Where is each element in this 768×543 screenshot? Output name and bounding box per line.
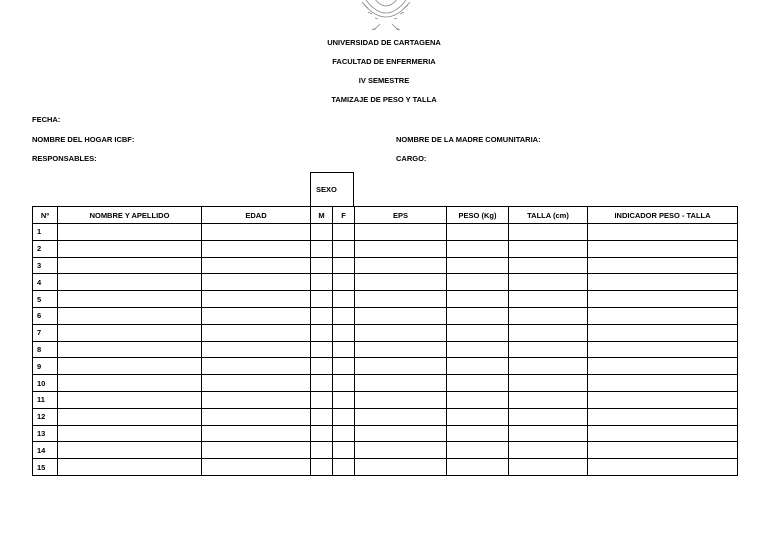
sexo-m-cell[interactable] — [311, 307, 333, 324]
col-edad: EDAD — [202, 207, 311, 224]
indicador-cell[interactable] — [588, 459, 738, 476]
row-number: 10 — [33, 375, 58, 392]
table-row — [33, 324, 738, 341]
table-row — [33, 425, 738, 442]
nombre-cell[interactable] — [58, 391, 202, 408]
sexo-m-cell[interactable] — [311, 425, 333, 442]
nombre-cell[interactable] — [58, 224, 202, 241]
peso-cell[interactable] — [447, 459, 509, 476]
faculty-name: FACULTAD DE ENFERMERIA — [332, 57, 436, 66]
edad-cell[interactable] — [202, 240, 311, 257]
indicador-cell[interactable] — [588, 442, 738, 459]
edad-cell[interactable] — [202, 291, 311, 308]
indicador-cell[interactable] — [588, 425, 738, 442]
eps-cell[interactable] — [355, 459, 447, 476]
eps-cell[interactable] — [355, 358, 447, 375]
talla-cell[interactable] — [509, 408, 588, 425]
peso-cell[interactable] — [447, 274, 509, 291]
peso-cell[interactable] — [447, 291, 509, 308]
eps-cell[interactable] — [355, 341, 447, 358]
sexo-f-cell[interactable] — [333, 324, 355, 341]
edad-cell[interactable] — [202, 307, 311, 324]
sexo-f-cell[interactable] — [333, 391, 355, 408]
sexo-m-cell[interactable] — [311, 375, 333, 392]
eps-cell[interactable] — [355, 307, 447, 324]
table-row — [33, 240, 738, 257]
talla-cell[interactable] — [509, 257, 588, 274]
sexo-header: SEXO — [310, 172, 354, 206]
responsables-label: RESPONSABLES: — [32, 154, 97, 163]
peso-cell[interactable] — [447, 425, 509, 442]
sexo-m-cell[interactable] — [311, 274, 333, 291]
nombre-cell[interactable] — [58, 240, 202, 257]
table-row — [33, 442, 738, 459]
edad-cell[interactable] — [202, 341, 311, 358]
indicador-cell[interactable] — [588, 224, 738, 241]
edad-cell[interactable] — [202, 442, 311, 459]
nombre-cell[interactable] — [58, 291, 202, 308]
sexo-f-cell[interactable] — [333, 274, 355, 291]
peso-cell[interactable] — [447, 442, 509, 459]
peso-cell[interactable] — [447, 375, 509, 392]
nombre-cell[interactable] — [58, 257, 202, 274]
edad-cell[interactable] — [202, 459, 311, 476]
madre-comunitaria-label: NOMBRE DE LA MADRE COMUNITARIA: — [396, 135, 541, 144]
table-row — [33, 375, 738, 392]
row-number: 4 — [33, 274, 58, 291]
edad-cell[interactable] — [202, 274, 311, 291]
indicador-cell[interactable] — [588, 240, 738, 257]
sexo-m-cell[interactable] — [311, 291, 333, 308]
indicador-cell[interactable] — [588, 375, 738, 392]
table-row — [33, 307, 738, 324]
university-name: UNIVERSIDAD DE CARTAGENA — [327, 38, 441, 47]
eps-cell[interactable] — [355, 442, 447, 459]
indicador-cell[interactable] — [588, 257, 738, 274]
edad-cell[interactable] — [202, 391, 311, 408]
hogar-label: NOMBRE DEL HOGAR ICBF: — [32, 135, 135, 144]
row-number: 8 — [33, 341, 58, 358]
table-row — [33, 274, 738, 291]
eps-cell[interactable] — [355, 408, 447, 425]
table-row — [33, 408, 738, 425]
sexo-m-cell[interactable] — [311, 341, 333, 358]
sexo-f-cell[interactable] — [333, 291, 355, 308]
row-number: 14 — [33, 442, 58, 459]
eps-cell[interactable] — [355, 274, 447, 291]
eps-cell[interactable] — [355, 291, 447, 308]
eps-cell[interactable] — [355, 240, 447, 257]
table-row — [33, 257, 738, 274]
sexo-f-cell[interactable] — [333, 442, 355, 459]
indicador-cell[interactable] — [588, 291, 738, 308]
row-number: 13 — [33, 425, 58, 442]
col-sexo-m: M — [311, 207, 333, 224]
nombre-cell[interactable] — [58, 341, 202, 358]
table-row — [33, 459, 738, 476]
talla-cell[interactable] — [509, 442, 588, 459]
peso-cell[interactable] — [447, 257, 509, 274]
sexo-f-cell[interactable] — [333, 425, 355, 442]
eps-cell[interactable] — [355, 391, 447, 408]
nombre-cell[interactable] — [58, 307, 202, 324]
row-number: 2 — [33, 240, 58, 257]
sexo-m-cell[interactable] — [311, 408, 333, 425]
table-row — [33, 291, 738, 308]
nombre-cell[interactable] — [58, 358, 202, 375]
talla-cell[interactable] — [509, 341, 588, 358]
sexo-f-cell[interactable] — [333, 240, 355, 257]
sexo-m-cell[interactable] — [311, 442, 333, 459]
edad-cell[interactable] — [202, 408, 311, 425]
nombre-cell[interactable] — [58, 375, 202, 392]
talla-cell[interactable] — [509, 274, 588, 291]
talla-cell[interactable] — [509, 224, 588, 241]
nombre-cell[interactable] — [58, 408, 202, 425]
indicador-cell[interactable] — [588, 341, 738, 358]
sexo-f-cell[interactable] — [333, 257, 355, 274]
eps-cell[interactable] — [355, 375, 447, 392]
row-number: 15 — [33, 459, 58, 476]
sexo-f-cell[interactable] — [333, 341, 355, 358]
indicador-cell[interactable] — [588, 307, 738, 324]
document-title: TAMIZAJE DE PESO Y TALLA — [331, 95, 437, 104]
row-number: 9 — [33, 358, 58, 375]
talla-cell[interactable] — [509, 307, 588, 324]
indicador-cell[interactable] — [588, 274, 738, 291]
table-row — [33, 341, 738, 358]
indicador-cell[interactable] — [588, 391, 738, 408]
edad-cell[interactable] — [202, 324, 311, 341]
sexo-f-cell[interactable] — [333, 459, 355, 476]
indicador-cell[interactable] — [588, 358, 738, 375]
table-row — [33, 358, 738, 375]
edad-cell[interactable] — [202, 425, 311, 442]
eps-cell[interactable] — [355, 324, 447, 341]
col-indicador: INDICADOR PESO - TALLA — [588, 207, 738, 224]
peso-cell[interactable] — [447, 324, 509, 341]
sexo-f-cell[interactable] — [333, 358, 355, 375]
eps-cell[interactable] — [355, 224, 447, 241]
semester: IV SEMESTRE — [358, 76, 410, 85]
indicador-cell[interactable] — [588, 408, 738, 425]
table-header-row — [33, 207, 738, 224]
nombre-cell[interactable] — [58, 425, 202, 442]
talla-cell[interactable] — [509, 291, 588, 308]
talla-cell[interactable] — [509, 391, 588, 408]
peso-cell[interactable] — [447, 358, 509, 375]
cargo-label: CARGO: — [396, 154, 427, 163]
sexo-m-cell[interactable] — [311, 240, 333, 257]
peso-cell[interactable] — [447, 391, 509, 408]
col-talla: TALLA (cm) — [509, 207, 588, 224]
edad-cell[interactable] — [202, 358, 311, 375]
row-number: 1 — [33, 224, 58, 241]
university-seal-logo — [354, 0, 418, 34]
talla-cell[interactable] — [509, 358, 588, 375]
table-row — [33, 391, 738, 408]
nombre-cell[interactable] — [58, 442, 202, 459]
sexo-m-cell[interactable] — [311, 358, 333, 375]
sexo-m-cell[interactable] — [311, 257, 333, 274]
col-numero: Nº — [33, 207, 58, 224]
sexo-m-cell[interactable] — [311, 224, 333, 241]
row-number: 3 — [33, 257, 58, 274]
peso-cell[interactable] — [447, 307, 509, 324]
sexo-f-cell[interactable] — [333, 307, 355, 324]
row-number: 7 — [33, 324, 58, 341]
talla-cell[interactable] — [509, 425, 588, 442]
talla-cell[interactable] — [509, 375, 588, 392]
edad-cell[interactable] — [202, 257, 311, 274]
sexo-f-cell[interactable] — [333, 224, 355, 241]
talla-cell[interactable] — [509, 324, 588, 341]
table-row — [33, 224, 738, 241]
nombre-cell[interactable] — [58, 324, 202, 341]
peso-cell[interactable] — [447, 224, 509, 241]
screening-table — [32, 206, 738, 476]
col-peso: PESO (Kg) — [447, 207, 509, 224]
edad-cell[interactable] — [202, 375, 311, 392]
sexo-m-cell[interactable] — [311, 324, 333, 341]
col-sexo-f: F — [333, 207, 355, 224]
peso-cell[interactable] — [447, 408, 509, 425]
row-number: 5 — [33, 291, 58, 308]
col-eps: EPS — [355, 207, 447, 224]
col-nombre: NOMBRE Y APELLIDO — [58, 207, 202, 224]
talla-cell[interactable] — [509, 459, 588, 476]
edad-cell[interactable] — [202, 224, 311, 241]
peso-cell[interactable] — [447, 240, 509, 257]
fecha-label: FECHA: — [32, 115, 61, 124]
nombre-cell[interactable] — [58, 274, 202, 291]
sexo-m-cell[interactable] — [311, 391, 333, 408]
row-number: 11 — [33, 391, 58, 408]
row-number: 12 — [33, 408, 58, 425]
eps-cell[interactable] — [355, 425, 447, 442]
sexo-f-cell[interactable] — [333, 375, 355, 392]
nombre-cell[interactable] — [58, 459, 202, 476]
peso-cell[interactable] — [447, 341, 509, 358]
indicador-cell[interactable] — [588, 324, 738, 341]
row-number: 6 — [33, 307, 58, 324]
sexo-f-cell[interactable] — [333, 408, 355, 425]
talla-cell[interactable] — [509, 240, 588, 257]
sexo-m-cell[interactable] — [311, 459, 333, 476]
eps-cell[interactable] — [355, 257, 447, 274]
